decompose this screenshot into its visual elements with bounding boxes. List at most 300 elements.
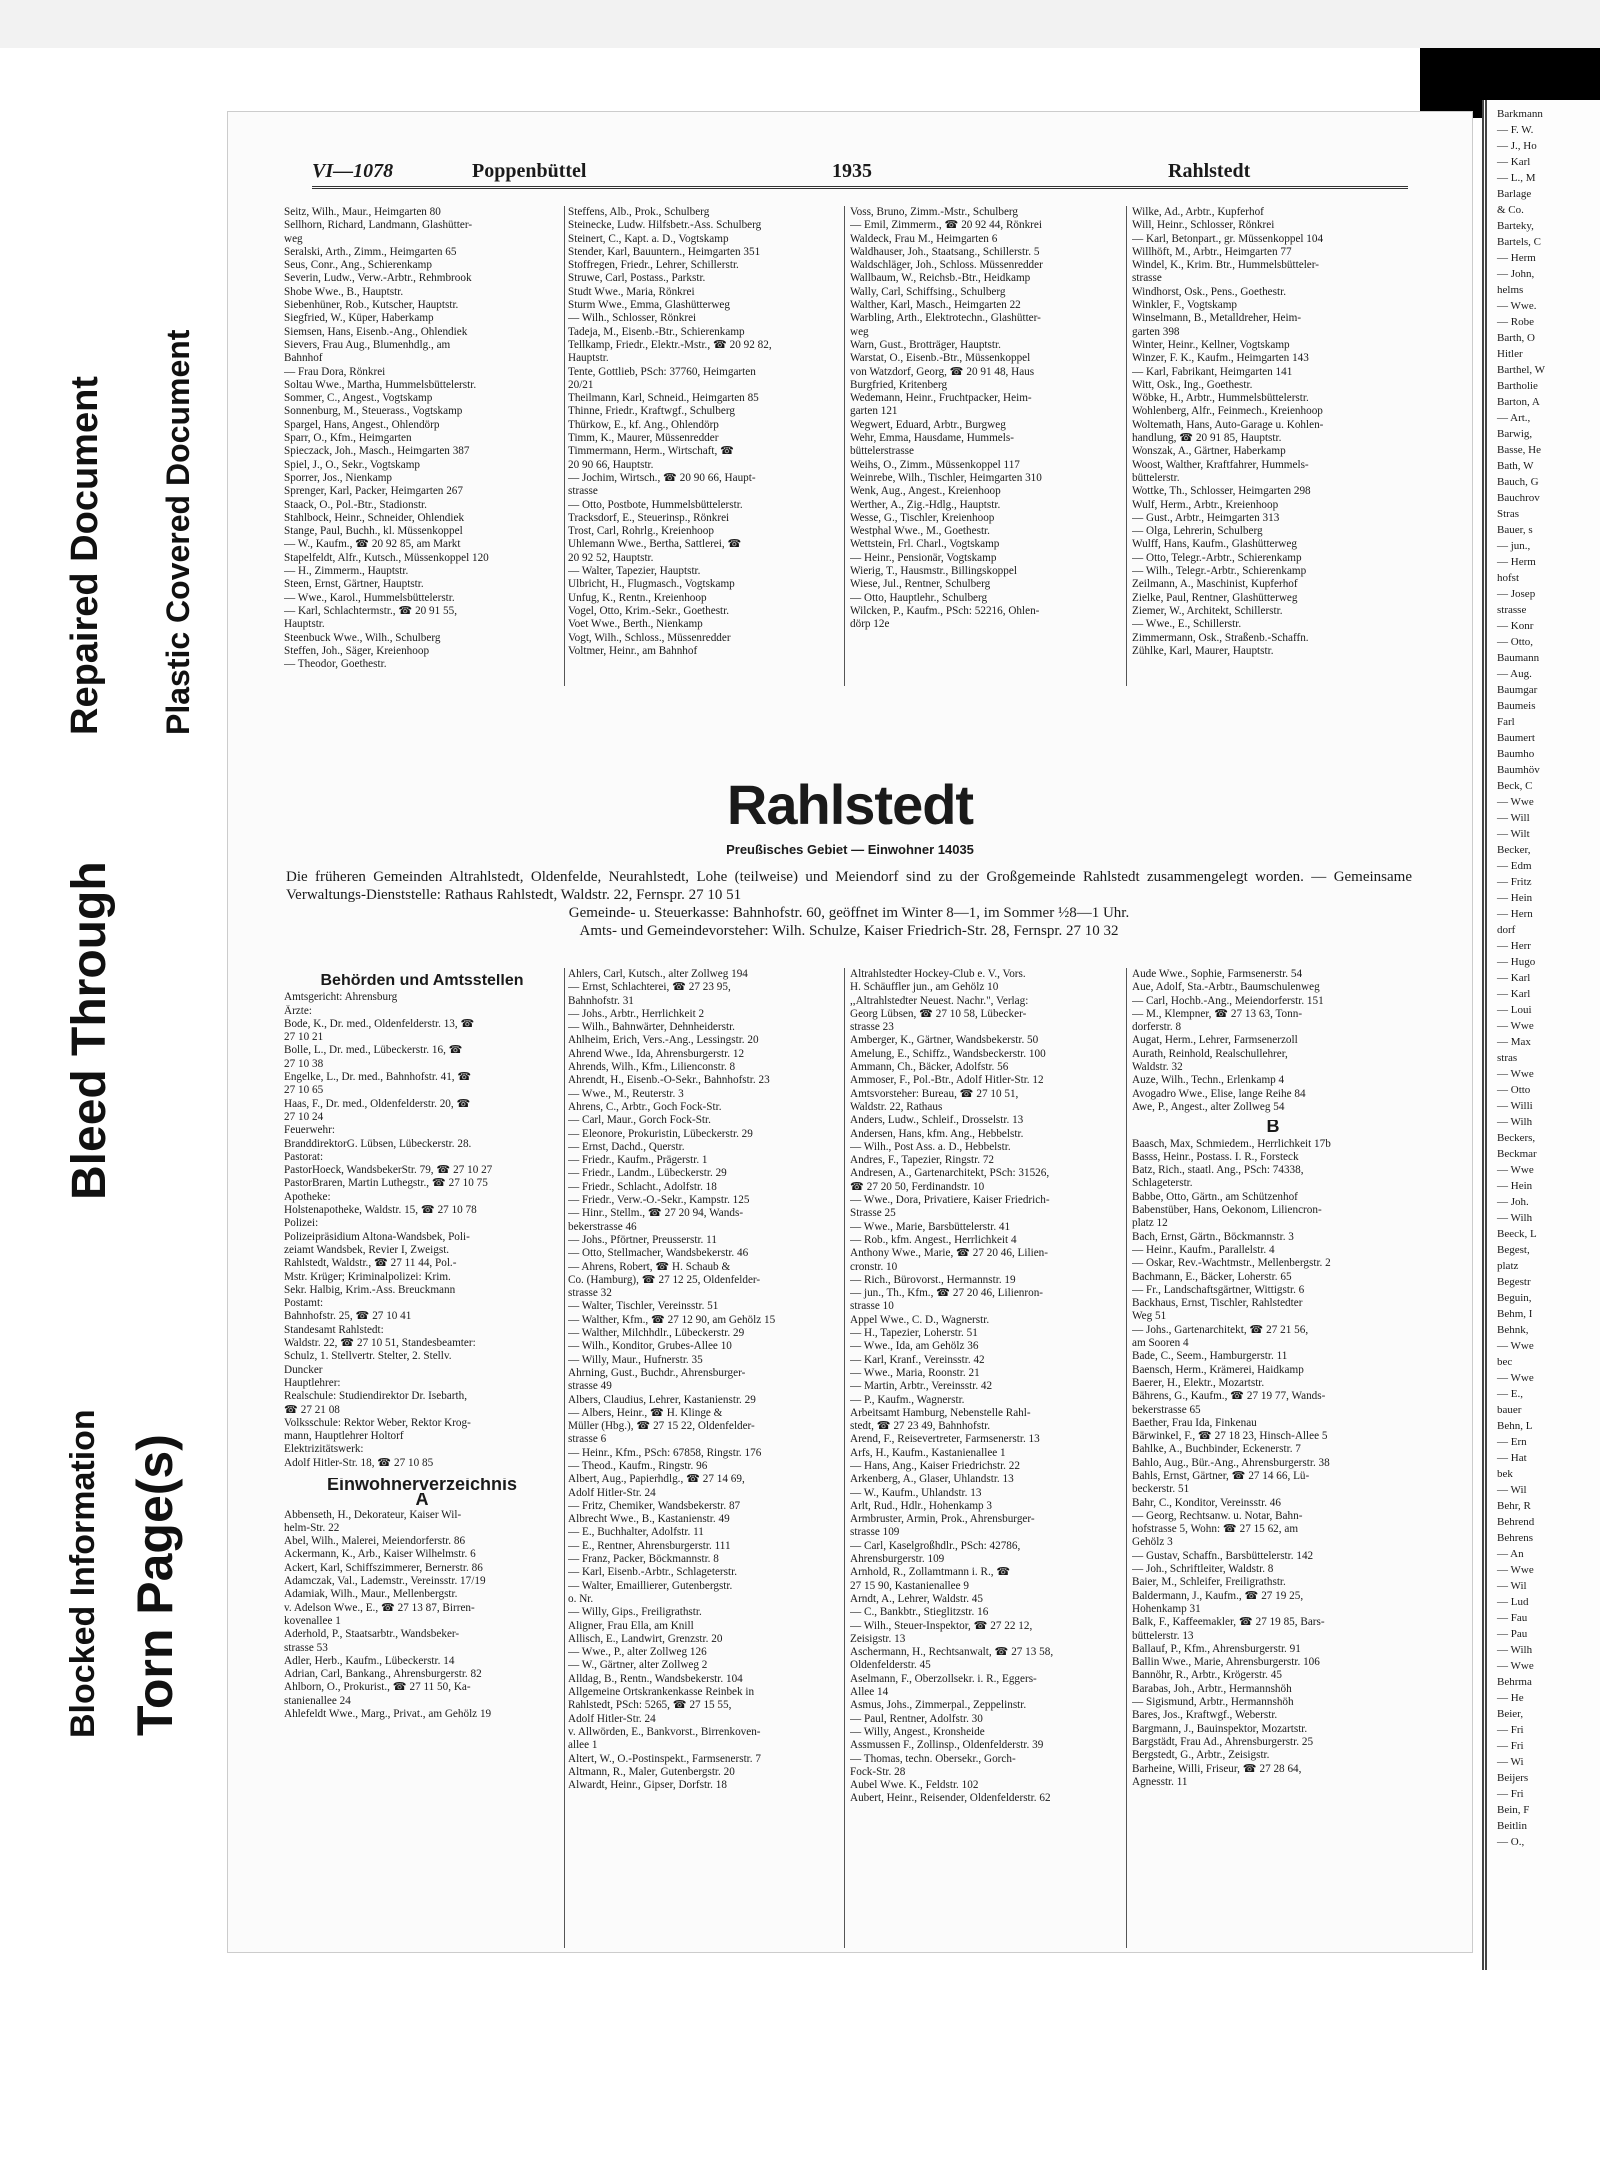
directory-entry: — Fritz [1497,876,1532,888]
directory-entry: 27 15 90, Kastanienallee 9 [850,1579,969,1592]
directory-entry: — jun., Th., Kfm., ☎ 27 20 46, Lilienron- [850,1287,1044,1300]
directory-entry: — Wwe [1497,1564,1534,1576]
directory-entry: stanienallee 24 [284,1694,351,1707]
directory-entry: — Otto, Telegr.-Arbtr., Schierenkamp [1132,551,1302,564]
header-year: 1935 [832,160,872,182]
directory-entry: beckerstr. 51 [1132,1483,1190,1496]
directory-entry: — Martin, Arbtr., Vereinsstr. 42 [850,1380,993,1393]
directory-entry: — Ernst, Schlachterei, ☎ 27 23 95, [568,981,731,994]
directory-entry: stras [1497,1052,1518,1064]
directory-entry: — Willy, Angest., Kronsheide [850,1725,985,1738]
directory-entry: — Karl, Schlachtermstr., ☎ 20 91 55, [284,604,458,617]
directory-entry: — Wwe., Maria, Roonstr. 21 [850,1366,980,1379]
directory-entry: — Frau Dora, Rönkrei [284,365,386,378]
directory-entry: Wesse, G., Tischler, Kreienhoop [850,511,995,524]
directory-entry: — Fri [1497,1788,1524,1800]
intro-text-2: Gemeinde- u. Steuerkasse: Bahnhofstr. 60, geöffnet im Winter 8—1, im Sommer ½8—1 Uhr. [568,905,1130,921]
directory-entry: Waldeck, Frau M., Heimgarten 6 [850,232,998,245]
directory-entry: Hauptstr. [284,618,325,631]
column-divider [844,968,845,1948]
directory-entry: Bartels, C [1497,236,1541,248]
directory-entry: Barlage [1497,188,1532,200]
directory-entry: helm-Str. 22 [284,1521,340,1534]
directory-entry: — Wwe., Marie, Barsbüttelerstr. 41 [850,1220,1011,1233]
directory-entry: Warbling, Arth., Elektrotechn., Glashütter- [850,312,1041,325]
directory-entry: — Ahrens, Robert, ☎ H. Schaub & [568,1260,731,1273]
directory-entry: Timm, K., Maurer, Müssenredder [568,432,719,445]
directory-entry: Holstenapotheke, Waldstr. 15, ☎ 27 10 78 [284,1204,477,1217]
directory-entry: — Johs., Pförtner, Preusserstr. 11 [568,1233,717,1246]
directory-entry: Gehölz 3 [1132,1536,1173,1549]
directory-entry: Amelung, E., Schiffz., Wandsbeckerstr. 100 [850,1047,1046,1060]
directory-entry: allee 1 [568,1739,598,1752]
directory-entry: Alwardt, Heinr., Gipser, Dorfstr. 18 [568,1779,727,1792]
directory-entry: Arbeitsamt Hamburg, Nebenstelle Rahl- [850,1406,1031,1419]
directory-entry: Baumert [1497,732,1535,744]
directory-entry: — Fritz, Chemiker, Wandsbekerstr. 87 [568,1499,741,1512]
directory-entry: Struwe, Carl, Postass., Parkstr. [568,272,706,285]
directory-entry: Hauptlehrer: [284,1376,341,1389]
directory-entry: — Walther, Kfm., ☎ 27 12 90, am Gehölz 15 [568,1313,776,1326]
directory-entry: Baier, M., Schleifer, Freiligrathstr. [1132,1576,1286,1589]
directory-entry: Stapelfeldt, Alfr., Kutsch., Müssenkoppel 120 [284,551,489,564]
directory-entry: Adolf Hitler-Str. 24 [568,1712,656,1725]
directory-entry: Realschule: Studiendirektor Dr. Isebarth, [284,1390,467,1403]
directory-entry: — jun., [1497,540,1531,552]
directory-entry: — Karl, Betonpart., gr. Müssenkoppel 104 [1132,232,1324,245]
directory-entry: Bath, W [1497,460,1534,472]
directory-entry: — Jochim, Wirtsch., ☎ 20 90 66, Haupt- [568,471,756,484]
directory-entry: Basss, Heinr., Postass. I. R., Forsteck [1132,1150,1299,1163]
directory-entry: Behrend [1497,1516,1535,1528]
directory-entry: garten 398 [1132,325,1180,338]
top-column-3 [850,206,1122,686]
directory-entry: Bannöhr, R., Arbtr., Krögerstr. 45 [1132,1669,1282,1682]
directory-entry: Haas, F., Dr. med., Oldenfelderstr. 20, ☎ [284,1097,471,1110]
directory-entry: Stahlbock, Heinr., Schneider, Ohlendiek [284,511,465,524]
directory-entry: Aue, Adolf, Sta.-Arbtr., Baumschulenweg [1132,981,1320,994]
directory-entry: Weg 51 [1132,1310,1167,1323]
directory-entry: — Max [1497,1036,1531,1048]
directory-entry: strasse 10 [850,1300,894,1313]
directory-entry: — Carl, Maur., Gorch Fock-Str. [568,1114,711,1127]
directory-entry: — Karl, Eisenb.-Arbtr., Schlageterstr. [568,1566,738,1579]
directory-entry: — Karl [1497,972,1531,984]
directory-entry: Ballauf, P., Kfm., Ahrensburgerstr. 91 [1132,1642,1301,1655]
directory-entry: Schlageterstr. [1132,1177,1193,1190]
directory-entry: — Fau [1497,1612,1528,1624]
directory-entry: Postamt: [284,1297,324,1310]
directory-entry: Sparr, O., Kfm., Heimgarten [284,432,412,445]
directory-entry: Altrahlstedter Hockey-Club e. V., Vors. [850,968,1026,980]
directory-entry: Stender, Karl, Bauuntern., Heimgarten 351 [568,245,761,258]
directory-entry: Adler, Herb., Kaufm., Lübeckerstr. 14 [284,1654,455,1667]
directory-entry: — Thomas, techn. Obersekr., Gorch- [850,1752,1016,1765]
directory-entry: — Pau [1497,1628,1528,1640]
directory-entry: — O., [1497,1836,1525,1848]
directory-entry: — H., Tapezier, Loherstr. 51 [850,1327,978,1340]
directory-entry: Oldenfelderstr. 45 [850,1659,931,1672]
directory-entry: — Wilh [1497,1212,1533,1224]
directory-entry: Arndt, A., Lehrer, Waldstr. 45 [850,1592,983,1605]
directory-entry: Wulff, Hans, Kaufm., Glashütterweg [1132,538,1297,551]
label-repaired-document: Repaired Document [64,376,106,735]
directory-entry: Wedemann, Heinr., Fruchtpacker, Heim- [850,392,1032,405]
directory-entry: Sonnenburg, M., Steuerass., Vogtskamp [284,405,463,418]
directory-entry: Behr, R [1497,1500,1531,1512]
directory-entry: hofst [1497,572,1519,584]
directory-entry: Amberger, K., Gärtner, Wandsbekerstr. 50 [850,1034,1039,1047]
directory-entry: strasse 32 [568,1287,612,1300]
directory-entry: am Sooren 4 [1132,1337,1189,1350]
directory-entry: zeiamt Wandsbek, Revier I, Zweigst. [284,1243,450,1256]
directory-entry: Ahrends, Wilh., Kfm., Lilienconstr. 8 [568,1061,736,1074]
directory-entry: — Olga, Lehrerin, Schulberg [1132,525,1263,538]
directory-entry: Bahnhofstr. 25, ☎ 27 10 41 [284,1310,412,1323]
directory-entry: — Rob., kfm. Angest., Herrlichkeit 4 [850,1233,1017,1246]
directory-entry: — Emil, Zimmerm., ☎ 20 92 44, Rönkrei [850,219,1042,232]
directory-entry: Waldhauser, Joh., Staatsang., Schillerstr. 5 [850,245,1040,258]
directory-entry: — Heinr., Kfm., PSch: 67858, Ringstr. 176 [568,1446,762,1459]
directory-entry: Behm, I [1497,1308,1533,1320]
page-header [312,160,1408,189]
directory-entry: Bares, Jos., Kraftwgf., Weberstr. [1132,1709,1278,1722]
directory-entry: Baether, Frau Ida, Finkenau [1132,1416,1257,1429]
directory-entry: Baasch, Max, Schmiedem., Herrlichkeit 17b [1132,1137,1331,1150]
directory-entry: Rahlstedt, Waldstr., ☎ 27 11 44, Pol.- [284,1257,457,1270]
directory-entry: Zeisigstr. 13 [850,1632,906,1645]
directory-entry: Bährens, G., Kaufm., ☎ 27 19 77, Wands- [1132,1390,1326,1403]
directory-entry: Voet Wwe., Berth., Nienkamp [568,618,703,631]
directory-entry: Shobe Wwe., B., Hauptstr. [284,285,404,298]
directory-entry: — Wil [1497,1484,1527,1496]
directory-entry: Vogel, Otto, Krim.-Sekr., Goethestr. [568,604,730,617]
directory-entry: Soltau Wwe., Martha, Hummelsbüttelerstr. [284,378,477,391]
directory-entry: Asmus, Johs., Zimmerpal., Zeppelinstr. [850,1699,1027,1712]
label-blocked-information: Blocked Information [64,1409,102,1738]
directory-entry: Zielke, Paul, Rentner, Glashütterweg [1132,591,1298,604]
letter-a-heading: A [415,1493,429,1507]
directory-entry: Will, Heinr., Schlosser, Rönkrei [1132,219,1275,232]
directory-entry: handlung, ☎ 20 91 85, Hauptstr. [1132,432,1282,445]
directory-entry: Burgfried, Kritenberg [850,378,948,391]
directory-entry: Augat, Herm., Lehrer, Farmsenerzoll [1132,1034,1298,1047]
directory-entry: Standesamt Rahlstedt: [284,1323,384,1336]
directory-entry: Warstat, O., Eisenb.-Btr., Müssenkoppel [850,352,1031,365]
directory-entry: — Willy, Maur., Hufnerstr. 35 [568,1353,703,1366]
directory-entry: Albers, Claudius, Lehrer, Kastanienstr. 29 [568,1393,756,1406]
top-column-2 [568,206,840,686]
directory-entry: — Theod., Kaufm., Ringstr. 96 [568,1459,708,1472]
directory-entry: — Otto [1497,1084,1531,1096]
directory-entry: — Johs., Arbtr., Herrlichkeit 2 [568,1007,705,1020]
directory-entry: Appel Wwe., C. D., Wagnerstr. [850,1313,990,1326]
residents-heading: Einwohnerverzeichnis [326,1477,518,1492]
directory-entry: Stras [1497,508,1519,520]
directory-entry: Elektrizitätswerk: [284,1443,364,1456]
directory-entry: o. Nr. [568,1592,594,1605]
directory-entry: Bahlke, A., Buchbinder, Eckenerstr. 7 [1132,1443,1301,1456]
directory-entry: Willhöft, M., Arbtr., Heimgarten 77 [1132,245,1292,258]
directory-entry: Bach, Ernst, Gärtn., Böckmannstr. 3 [1132,1230,1294,1243]
directory-entry: Westphal Wwe., M., Goethestr. [850,525,990,538]
directory-entry: Aschermann, H., Rechtsanwalt, ☎ 27 13 58, [850,1646,1054,1659]
directory-entry: — Herr [1497,940,1531,952]
directory-entry: Baumeis [1497,700,1536,712]
directory-entry: — Wilh [1497,1116,1533,1128]
directory-entry: Sprenger, Karl, Packer, Heimgarten 267 [284,485,463,498]
directory-entry: Assmussen F., Zollinsp., Oldenfelderstr. 39 [850,1739,1044,1752]
directory-entry: strasse [1497,604,1527,616]
column-divider [1126,968,1127,1948]
directory-entry: Bauer, s [1497,524,1533,536]
directory-entry: Steenbuck Wwe., Wilh., Schulberg [284,631,441,644]
directory-entry: Apotheke: [284,1190,331,1203]
directory-entry: Strasse 25 [850,1207,896,1220]
directory-entry: Barabas, Joh., Arbtr., Hermannshöh [1132,1682,1292,1695]
directory-entry: — Wilh., Telegr.-Arbtr., Schierenkamp [1132,565,1307,578]
directory-entry: — Heinr., Kaufm., Parallelstr. 4 [1132,1243,1275,1256]
directory-entry: Mstr. Krüger; Kriminalpolizei: Krim. [284,1270,451,1283]
directory-entry: — Edm [1497,860,1532,872]
directory-entry: Uhlemann Wwe., Bertha, Sattlerei, ☎ [568,538,742,551]
directory-entry: Altmann, R., Maler, Gutenbergstr. 20 [568,1765,735,1778]
directory-entry: — L., M [1497,172,1536,184]
directory-page [228,112,1472,1952]
directory-entry: — E., [1497,1388,1523,1400]
directory-entry: platz [1497,1260,1519,1272]
directory-entry: — Johs., Gartenarchitekt, ☎ 27 21 56, [1132,1323,1309,1336]
directory-entry: — Wilh., Steuer-Inspektor, ☎ 27 22 12, [850,1619,1033,1632]
directory-entry: Wottke, Th., Schlosser, Heimgarten 298 [1132,485,1311,498]
directory-entry: — Sigismund, Arbtr., Hermannshöh [1132,1696,1294,1709]
directory-entry: Ahlheim, Erich, Vers.-Ang., Lessingstr. 20 [568,1034,759,1047]
directory-entry: — Hugo [1497,956,1536,968]
directory-entry: Wierig, T., Hausmstr., Billingskoppel [850,565,1017,578]
directory-entry: Andersen, Hans, kfm. Ang., Hebbelstr. [850,1127,1024,1140]
directory-entry: Allee 14 [850,1686,889,1699]
directory-entry: 27 10 24 [284,1110,324,1123]
directory-entry: Barteky, [1497,220,1534,232]
directory-entry: Becker, [1497,844,1531,856]
directory-entry: Arend, F., Reisevertreter, Farmsenerstr. 13 [850,1433,1040,1446]
directory-entry: — Josep [1497,588,1536,600]
directory-entry: Andresen, A., Gartenarchitekt, PSch: 31526, [850,1167,1050,1180]
directory-entry: Adrian, Carl, Bankang., Ahrensburgerstr. 82 [284,1668,482,1681]
directory-entry: — Willi [1497,1100,1533,1112]
directory-entry: Steen, Ernst, Gärtner, Hauptstr. [284,578,424,591]
directory-entry: Aurath, Reinhold, Realschullehrer, [1132,1047,1288,1060]
directory-entry: Ammann, Ch., Bäcker, Adolfstr. 56 [850,1061,1009,1074]
directory-entry: — J., Ho [1497,140,1537,152]
directory-entry: — Herm [1497,556,1536,568]
directory-entry: Amtsgericht: Ahrensburg [284,991,398,1004]
directory-entry: Bode, K., Dr. med., Oldenfelderstr. 13, ☎ [284,1017,475,1030]
directory-entry: Begestr [1497,1276,1531,1288]
directory-entry: Waldstr. 22, Rathaus [850,1100,943,1113]
bottom-column-4 [1132,968,1414,1948]
label-bleed-through: Bleed Through [63,861,116,1200]
directory-entry: Barwig, [1497,428,1533,440]
top-column-4 [1132,206,1414,686]
directory-entry: Alldag, B., Rentn., Wandsbekerstr. 104 [568,1672,743,1685]
intro-text-3: Amts- und Gemeindevorsteher: Wilh. Schulze, Kaiser Friedrich-Str. 28, Fernspr. 27 10 32 [579,923,1119,939]
directory-entry: Ballin Wwe., Marie, Ahrensburgerstr. 106 [1132,1656,1320,1669]
directory-entry: Bauch, G [1497,476,1539,488]
directory-entry: Woltemath, Hans, Auto-Garage u. Kohlen- [1132,418,1324,431]
directory-entry: Tadeja, M., Eisenb.-Btr., Schierenkamp [568,325,745,338]
directory-entry: Theilmann, Karl, Schneid., Heimgarten 85 [568,392,759,405]
header-right-place: Rahlstedt [1168,160,1251,182]
directory-entry: — Wwe [1497,1340,1534,1352]
label-plastic-covered-document: Plastic Covered Document [160,329,196,735]
directory-entry: Babbe, Otto, Gärtn., am Schützenhof [1132,1190,1298,1203]
directory-entry: Winkler, F., Vogtskamp [1132,299,1238,312]
directory-entry: Baerer, H., Elektr., Mozartstr. [1132,1376,1265,1389]
directory-entry: Wettstein, Frl. Charl., Vogtskamp [850,538,1000,551]
directory-entry: Altert, W., O.-Postinspekt., Farmsenerstr. 7 [568,1752,761,1765]
directory-entry: Zimmermann, Osk., Straßenb.-Schaffn. [1132,631,1309,644]
directory-entry: Wöbke, H., Arbtr., Hummelsbüttelerstr. [1132,392,1309,405]
directory-entry: Anders, Ludw., Schleif., Drosselstr. 13 [850,1114,1024,1127]
directory-entry: — Hern [1497,908,1533,920]
directory-entry: — Joh. [1497,1196,1529,1208]
directory-entry: Werther, A., Zig.-Hdlg., Hauptstr. [850,498,1001,511]
section-title: Rahlstedt [726,773,974,836]
directory-entry: — Konr [1497,620,1534,632]
directory-entry: Severin, Ludw., Verw.-Arbtr., Rehmbrook [284,272,472,285]
directory-entry: Aubel Wwe. K., Feldstr. 102 [850,1779,979,1792]
directory-entry: — Loui [1497,1004,1532,1016]
directory-entry: Stange, Paul, Buchh., kl. Müssenkoppel [284,525,463,538]
directory-entry: Beitlin [1497,1820,1527,1832]
directory-entry: — E., Rentner, Ahrensburgerstr. 111 [568,1539,731,1552]
directory-entry: Bargstädt, Frau Ad., Ahrensburgerstr. 25 [1132,1735,1314,1748]
directory-entry: Weihs, O., Zimm., Müssenkoppel 117 [850,458,1020,471]
directory-entry: — Wilh [1497,1644,1533,1656]
directory-entry: Sellhorn, Richard, Landmann, Glashütter- [284,219,473,232]
directory-entry: Tellkamp, Friedr., Elektr.-Mstr., ☎ 20 92 82, [568,338,772,351]
directory-entry: — Ern [1497,1436,1527,1448]
directory-entry: Aselmann, F., Oberzollsekr. i. R., Eggers- [850,1672,1037,1685]
directory-entry: Zühlke, Karl, Maurer, Hauptstr. [1132,644,1274,657]
directory-entry: Stoffregen, Friedr., Lehrer, Schillerstr. [568,259,739,272]
directory-entry: Wegwert, Eduard, Arbtr., Burgweg [850,418,1006,431]
directory-entry: bekerstrasse 65 [1132,1403,1201,1416]
bottom-column-3 [850,968,1122,1948]
directory-entry: Adolf Hitler-Str. 18, ☎ 27 10 85 [284,1456,434,1469]
directory-entry: — Wilh., Schlosser, Rönkrei [568,312,697,325]
directory-entry: Tente, Gottlieb, PSch: 37760, Heimgarten [568,365,756,378]
directory-entry: Auze, Wilh., Techn., Erlenkamp 4 [1132,1074,1285,1087]
column-divider [564,968,565,1948]
directory-entry: büttelerstr. [1132,471,1180,484]
document-condition-labels [0,48,225,1970]
directory-entry: Studt Wwe., Maria, Rönkrei [568,285,695,298]
directory-entry: — Gust., Arbtr., Heimgarten 313 [1132,511,1280,524]
directory-entry: Co. (Hamburg), ☎ 27 12 25, Oldenfelder- [568,1273,761,1286]
directory-entry: büttelerstrasse [850,445,914,458]
directory-entry: Bargmann, J., Bauinspektor, Mozartstr. [1132,1722,1308,1735]
directory-entry: — Hans, Ang., Kaiser Friedrichstr. 22 [850,1459,1020,1472]
directory-entry: Pastorat: [284,1150,324,1163]
directory-entry: — Rich., Bürovorst., Hermannstr. 19 [850,1273,1016,1286]
directory-entry: — Will [1497,812,1530,824]
directory-entry: Spieczack, Joh., Masch., Heimgarten 387 [284,445,470,458]
directory-entry: — Walter, Emaillierer, Gutenbergstr. [568,1579,733,1592]
column-divider [844,206,845,686]
directory-entry: Woost, Walther, Kraftfahrer, Hummels- [1132,458,1309,471]
directory-entry: Barthel, W [1497,364,1546,376]
directory-entry: dorf [1497,924,1516,936]
directory-entry: — E., Buchhalter, Adolfstr. 11 [568,1526,704,1539]
directory-entry: Adamiak, Wilh., Maur., Mellenbergstr. [284,1588,458,1601]
directory-entry: — Paul, Rentner, Adolfstr. 30 [850,1712,983,1725]
directory-entry: — Wwe [1497,796,1534,808]
directory-entry: — Carl, Kaselgroßhdlr., PSch: 42786, [850,1539,1021,1552]
directory-entry: Arnhold, R., Zollamtmann i. R., ☎ [850,1566,1011,1579]
directory-entry: Barkmann [1497,108,1543,120]
directory-entry: Aligner, Frau Ella, am Knill [568,1619,694,1632]
directory-entry: Avogadro Wwe., Elise, lange Reihe 84 [1132,1087,1306,1100]
directory-entry: Zeilmann, A., Maschinist, Kupferhof [1132,578,1298,591]
directory-entry: — Heinr., Pensionär, Vogtskamp [850,551,997,564]
directory-entry: Hitler [1497,348,1523,360]
directory-entry: Behrens [1497,1532,1534,1544]
adjacent-page-edge [1482,100,1600,1978]
directory-entry: ☎ 27 20 50, Ferdinandstr. 10 [850,1180,985,1193]
directory-entry: — Herm [1497,252,1536,264]
directory-entry: Wilke, Ad., Arbtr., Kupferhof [1132,206,1264,218]
directory-entry: — Eleonore, Prokuristin, Lübeckerstr. 29 [568,1127,753,1140]
directory-entry: — Wwe [1497,1372,1534,1384]
directory-entry: Engelke, L., Dr. med., Bahnhofstr. 41, ☎ [284,1071,472,1084]
directory-entry: Agnesstr. 11 [1132,1775,1188,1788]
directory-entry: Bolle, L., Dr. med., Lübeckerstr. 16, ☎ [284,1044,463,1057]
directory-entry: Armbruster, Armin, Prok., Ahrensburger- [850,1513,1035,1526]
intro-text: Die früheren Gemeinden Altrahlstedt, Oldenfelde, Neurahlstedt, Lohe (teilweise) und Meiendorf sind zu der Großgemeinde Rahlstedt zusammengelegt worden. — Gemeinsame Verwaltungs-Dienststelle: Rathaus Rahlstedt, Waldstr. 22, Fernspr. 27 10 51 [286,869,1412,903]
directory-entry: Barton, A [1497,396,1540,408]
directory-entry: 20/21 [568,378,594,391]
directory-entry: strasse 23 [850,1021,894,1034]
directory-entry: — Friedr., Verw.-O.-Sekr., Kampstr. 125 [568,1194,750,1207]
directory-entry: — Wwe. [1497,300,1537,312]
directory-entry: Bahr, C., Konditor, Vereinsstr. 46 [1132,1496,1281,1509]
directory-entry: — Hinr., Stellm., ☎ 27 20 94, Wands- [568,1207,744,1220]
directory-entry: Bauchrov [1497,492,1540,504]
directory-entry: garten 121 [850,405,898,418]
directory-entry: mann, Hauptlehrer Holtorf [284,1430,404,1443]
directory-entry: Beck, C [1497,780,1533,792]
directory-entry: Weinrebe, Wilh., Tischler, Heimgarten 310 [850,471,1042,484]
directory-entry: Bahnhof [284,352,323,365]
directory-entry: — Wilh., Konditor, Grubes-Allee 10 [568,1340,732,1353]
directory-entry: — Wilh., Post Ass. a. D., Hebbelstr. [850,1140,1011,1153]
directory-entry: Batz, Rich., staatl. Ang., PSch: 74338, [1132,1164,1304,1177]
directory-entry: — Walter, Tischler, Vereinsstr. 51 [568,1300,719,1313]
directory-entry: 27 10 21 [284,1031,324,1044]
directory-entry: Waldschläger, Joh., Schloss. Müssenredder [850,259,1043,272]
directory-entry: Seus, Conr., Ang., Schierenkamp [284,259,432,272]
directory-entry: Ziemer, W., Architekt, Schillerstr. [1132,604,1283,617]
directory-entry: Beguin, [1497,1292,1532,1304]
directory-entry: Wiese, Jul., Rentner, Schulberg [850,578,991,591]
directory-entry: Winzer, F. K., Kaufm., Heimgarten 143 [1132,352,1309,365]
directory-entry: — Fri [1497,1724,1524,1736]
directory-entry: kovenallee 1 [284,1614,341,1627]
directory-entry: Arfs, H., Kaufm., Kastanienallee 1 [850,1446,1006,1459]
directory-entry: Bachmann, E., Bäcker, Loherstr. 65 [1132,1270,1292,1283]
